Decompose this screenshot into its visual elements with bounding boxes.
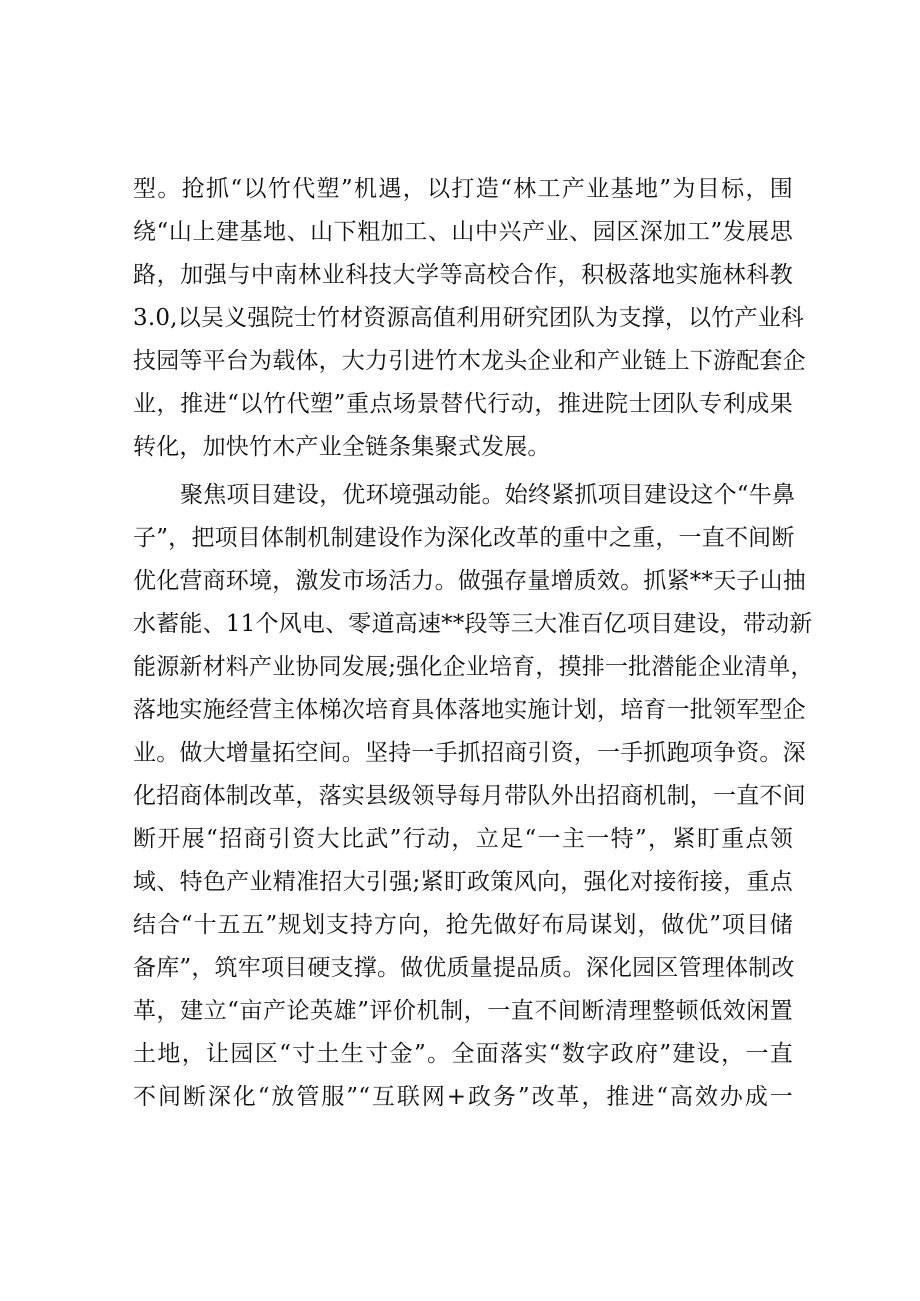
text-line: 革，建立“亩产论英雄”评价机制，一直不间断清理整顿低效闲置 [133,998,793,1024]
text-line: 落地实施经营主体梯次培育具体落地实施计划，培育一批领军型企 [133,697,806,723]
text-line: 不间断深化“放管服”“互联网+政务”改革，推进“高效办成一 [133,1084,793,1110]
text-line: 水蓄能、11个风电、零道高速**段等三大准百亿项目建设，带动新 [133,611,813,637]
text-line: 域、特色产业精准招大引强;紧盯政策风向，强化对接衔接，重点 [133,869,793,895]
text-line: 能源新材料产业协同发展;强化企业培育，摸排一批潜能企业清单， [133,654,814,680]
text-line: 技园等平台为载体，大力引进竹木龙头企业和产业链上下游配套企 [133,348,806,374]
text-line: 绕“山上建基地、山下粗加工、山中兴产业、园区深加工”发展思 [133,219,793,245]
text-line: 土地，让园区“寸土生寸金”。全面落实“数字政府”建设，一直 [133,1041,793,1067]
text-line: 业。做大增量拓空间。坚持一手抓招商引资，一手抓跑项争资。深 [133,740,806,766]
text-line: 路，加强与中南林业科技大学等高校合作，积极落地实施林科教 [133,262,793,288]
text-line: 优化营商环境，激发市场活力。做强存量增质效。抓紧**天子山抽 [133,568,806,594]
text-line: 备库”，筑牢项目硬支撑。做优质量提品质。深化园区管理体制改 [133,955,795,981]
text-line: 聚焦项目建设，优环境强动能。始终紧抓项目建设这个“牛鼻 [180,482,796,508]
text-line: 子”，把项目体制机制建设作为深化改革的重中之重，一直不间断 [133,525,795,551]
text-line: 型。抢抓“以竹代塑”机遇，以打造“林工产业基地”为目标，围 [133,176,793,202]
text-line: 断开展“招商引资大比武”行动，立足“一主一特”，紧盯重点领 [133,826,793,852]
text-line: 业，推进“以竹代塑”重点场景替代行动，推进院士团队专利成果 [133,391,793,417]
text-line: 3.0,以吴义强院士竹材资源高值利用研究团队为支撑，以竹产业科 [133,305,805,331]
text-line: 转化，加快竹木产业全链条集聚式发展。 [133,434,551,460]
text-line: 结合“十五五”规划支持方向，抢先做好布局谋划，做优”项目储 [133,912,793,938]
text-line: 化招商体制改革，落实县级领导每月带队外出招商机制，一直不间 [133,783,806,809]
